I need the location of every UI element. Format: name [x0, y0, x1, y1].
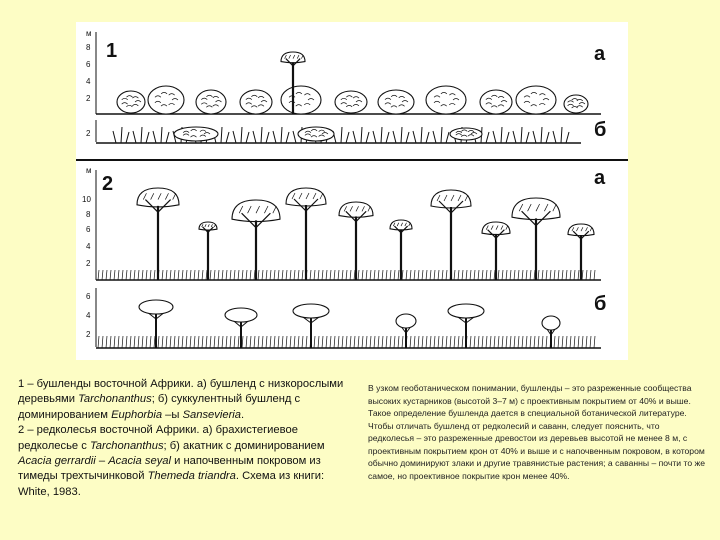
caption-text: . [241, 408, 245, 421]
woodland-row-a-drawing [98, 188, 595, 280]
succulent-plant [133, 127, 149, 143]
caption-item-2 [18, 423, 353, 500]
tick-label: 8 [86, 43, 91, 52]
succulent-plant [353, 127, 369, 143]
unit-label: м [86, 166, 92, 175]
species-name: Acacia seyal [108, 455, 171, 468]
tick-label: 2 [86, 259, 91, 268]
tick-label: 6 [86, 60, 91, 69]
woodland-tree [431, 190, 471, 280]
succulent-plant [513, 127, 529, 143]
succulent-plant [553, 127, 569, 143]
species-name: Tarchonanthus [78, 393, 152, 406]
panel-2 [82, 166, 606, 348]
definition-text [368, 382, 706, 482]
row-label-b: б [594, 119, 607, 141]
caption-text: . Схема из книги: White, 1983. [18, 470, 325, 498]
shrub-crown [196, 90, 226, 114]
row-label-a: а [594, 43, 606, 65]
grass-layer [98, 270, 595, 280]
shrubland-row-b-drawing [113, 127, 569, 143]
grass-layer [98, 336, 595, 348]
shrub-crown [148, 86, 184, 114]
definition-paragraph: В узком геоботаническом понимании, бушленды – это разреженные сообщества высоких кустарников (высотой 3–7 м) с проективным покрытием от 40% и выше. Такое определение бушленда дается в специальной ботанической литературе. Чтобы отличать бушленд от редколесий и саванн, следует пояснить, что редколесья – это разреженные древостои из деревьев высотой не менее 8 м, с проективным покрытием крон от 40% и выше и с напочвенным покровом, в котором обычно доминируют злаки и другие травянистые растения; а саванны – почти то же самое, но проективное покрытие крон менее 40%. [368, 383, 706, 481]
tick-label: 4 [86, 311, 91, 320]
tick-label: 6 [86, 292, 91, 301]
tick-label: 10 [82, 195, 91, 204]
figure-caption [18, 377, 353, 500]
woodland-tree [512, 198, 560, 280]
shrub-crown [298, 127, 334, 141]
tick-label: 8 [86, 210, 91, 219]
tick-label: 2 [86, 330, 91, 339]
woodland-tree [137, 188, 179, 280]
shrub-crown [117, 91, 145, 113]
woodland-tree [199, 222, 217, 280]
row-label-a: а [594, 167, 606, 189]
woodland-tree [232, 200, 280, 280]
succulent-plant [433, 127, 449, 143]
succulent-plant [113, 127, 129, 143]
caption-item-1 [18, 377, 353, 423]
unit-label: м [86, 29, 92, 38]
tick-label: 2 [86, 129, 91, 138]
succulent-plant [493, 127, 509, 143]
succulent-plant [393, 127, 409, 143]
succulent-plant [373, 127, 389, 143]
shrub-crown [378, 90, 414, 114]
caption-text: 2 – редколесья восточной Африки. а) брахистегиевое редколесье с [18, 424, 298, 452]
caption-text: и напочвенным покровом из тимеды трехтычинковой [18, 455, 321, 483]
succulent-plant [533, 127, 549, 143]
acacia-row-b-drawing [98, 300, 595, 348]
succulent-plant [153, 127, 169, 143]
row-label-b: б [594, 293, 607, 315]
shrub-crown [281, 86, 321, 114]
woodland-tree [390, 220, 412, 280]
panel-number: 1 [106, 40, 118, 62]
shrub-crown [564, 95, 588, 113]
shrub-crown [426, 86, 466, 114]
woodland-tree [568, 224, 594, 280]
caption-text: –ы [162, 408, 183, 421]
succulent-plant [333, 127, 349, 143]
woodland-tree [482, 222, 510, 280]
species-name: Acacia gerrardii [18, 455, 96, 468]
shrubland-row-a-drawing [117, 52, 588, 114]
shrub-crown [240, 90, 272, 114]
succulent-plant [233, 127, 249, 143]
succulent-plant [273, 127, 289, 143]
acacia-tree [139, 300, 173, 348]
species-name: Themeda triandra [147, 470, 236, 483]
vegetation-profile-figure [76, 22, 628, 360]
panel-1 [86, 29, 606, 143]
species-name: Euphorbia [111, 408, 163, 421]
woodland-tree [339, 202, 373, 280]
tick-label: 2 [86, 94, 91, 103]
panel-number: 2 [102, 173, 114, 195]
caption-text: 1 – бушленды восточной Африки. а) бушленд с низкорослыми деревьями [18, 378, 344, 406]
succulent-plant [253, 127, 269, 143]
acacia-tree [396, 314, 416, 348]
caption-text: ; б) суккулентный бушленд с доминированием [18, 393, 301, 421]
shrub-crown [335, 91, 367, 113]
shrub-crown [480, 90, 512, 114]
tick-label: 4 [86, 242, 91, 251]
acacia-tree [542, 316, 560, 348]
tick-label: 6 [86, 225, 91, 234]
caption-text: ; б) акатник с доминированием [163, 439, 325, 452]
tick-label: 4 [86, 77, 91, 86]
shrub-crown [174, 127, 218, 141]
shrub-crown [516, 86, 556, 114]
species-name: Tarchonanthus [89, 439, 164, 452]
woodland-tree [286, 188, 326, 280]
shrub-crown [450, 128, 482, 140]
acacia-tree [225, 308, 257, 348]
species-name: Sansevieria [182, 408, 242, 421]
caption-text: – [95, 455, 109, 468]
succulent-plant [413, 127, 429, 143]
